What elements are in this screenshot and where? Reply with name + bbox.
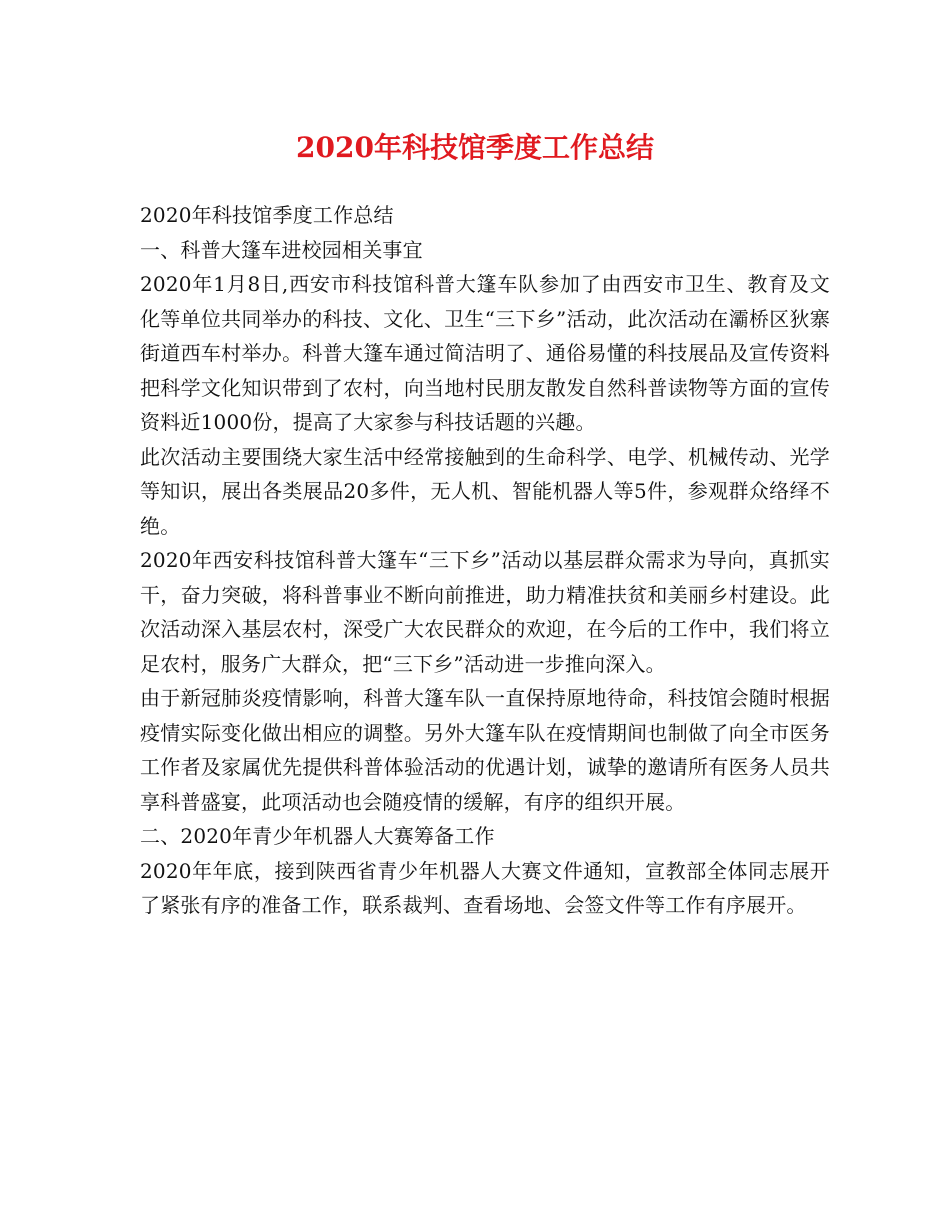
body-subtitle: 2020年科技馆季度工作总结 <box>140 203 394 227</box>
body-paragraph: 此次活动主要围绕大家生活中经常接触到的生命科学、电学、机械传动、光学等知识，展出各类展品20多件，无人机、智能机器人等5件，参观群众络绎不绝。 <box>140 444 830 538</box>
section-heading-1: 一、科普大篷车进校园相关事宜 <box>140 237 423 262</box>
section-heading-2: 二、2020年青少年机器人大赛筹备工作 <box>140 824 495 848</box>
body-paragraph: 2020年西安科技馆科普大篷车“三下乡”活动以基层群众需求为导向，真抓实干，奋力突破，将科普事业不断向前推进，助力精准扶贫和美丽乡村建设。此次活动深入基层农村，深受广大农民群众的欢迎，在今后的工作中，我们将立足农村，服务广大群众，把“三下乡”活动进一步推向深入。 <box>140 548 830 676</box>
body-paragraph: 2020年1月8日,西安市科技馆科普大篷车队参加了由西安市卫生、教育及文化等单位共同举办的科技、文化、卫生“三下乡”活动，此次活动在灞桥区狄寨街道西车村举办。科普大篷车通过简洁明了、通俗易懂的科技展品及宣传资料把科学文化知识带到了农村，向当地村民朋友散发自然科普读物等方面的宣传资料近1000份，提高了大家参与科技话题的兴趣。 <box>140 272 830 434</box>
document-title: 2020年科技馆季度工作总结 <box>296 131 654 164</box>
body-paragraph: 由于新冠肺炎疫情影响，科普大篷车队一直保持原地待命，科技馆会随时根据疫情实际变化做出相应的调整。另外大篷车队在疫情期间也制做了向全市医务工作者及家属优先提供科普体验活动的优遇计划，诚挚的邀请所有医务人员共享科普盛宴，此项活动也会随疫情的缓解，有序的组织开展。 <box>140 686 830 814</box>
body-paragraph: 2020年年底，接到陕西省青少年机器人大赛文件通知，宣教部全体同志展开了紧张有序的准备工作，联系裁判、查看场地、会签文件等工作有序展开。 <box>140 858 830 917</box>
document-body <box>140 198 830 923</box>
